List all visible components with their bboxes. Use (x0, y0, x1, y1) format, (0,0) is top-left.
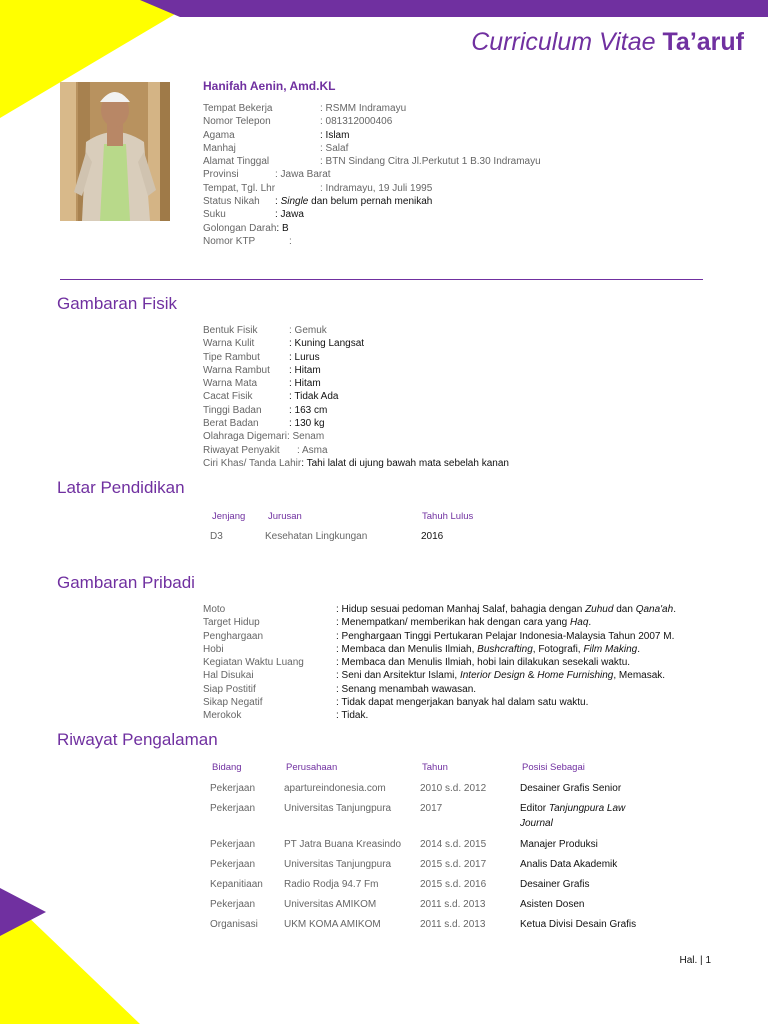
field-row (203, 115, 541, 128)
status-suffix: dan belum pernah menikah (308, 196, 433, 208)
field-value: : Tidak Ada (289, 391, 339, 403)
field-label: Warna Kulit (203, 338, 255, 350)
field-row (203, 669, 676, 682)
status-prefix: : (275, 196, 281, 208)
section-heading-pribadi: Gambaran Pribadi (57, 573, 195, 592)
table-cell-bidang: Pekerjaan (210, 859, 256, 870)
table-cell-perusahaan: UKM KOMA AMIKOM (284, 919, 381, 930)
table-cell-posisi: Manajer Produksi (520, 839, 598, 850)
field-row (203, 616, 676, 629)
field-label: Tinggi Badan (203, 404, 262, 416)
field-value: : Jawa Barat (275, 169, 331, 181)
field-label: Olahraga Digemari (203, 431, 287, 443)
field-value: : Salaf (320, 142, 349, 154)
field-value: : Gemuk (289, 325, 327, 336)
value-part: , Memasak. (613, 670, 666, 682)
table-header-tahun-lulus: Tahuh Lulus (422, 511, 474, 522)
field-label: Berat Badan (203, 418, 259, 430)
table-header-jurusan: Jurusan (268, 511, 302, 522)
field-row (203, 643, 676, 656)
value-part: dan (613, 604, 636, 615)
field-label: Kegiatan Waktu Luang (203, 657, 304, 669)
page-title (471, 28, 744, 57)
value-part: Film Making (583, 643, 638, 655)
field-row (203, 102, 541, 115)
field-label: Tempat, Tgl. Lhr (203, 182, 276, 194)
field-value (336, 696, 588, 709)
status-italic: Single (280, 196, 309, 208)
table-cell-bidang: Pekerjaan (210, 839, 256, 850)
table-cell-posisi (520, 801, 650, 831)
fisik-fields (203, 324, 509, 470)
field-row (203, 142, 541, 155)
table-cell: D3 (210, 531, 223, 542)
field-row (203, 683, 676, 696)
field-value: : 130 kg (289, 418, 325, 430)
field-value: : Hitam (289, 364, 321, 376)
value-part: Zuhud (585, 604, 614, 615)
title-light: Curriculum Vitae (471, 28, 656, 56)
field-label: Hal Disukai (203, 670, 254, 682)
field-label: Moto (203, 604, 226, 615)
value-part: , Fotografi, (532, 643, 584, 655)
field-row (203, 364, 509, 377)
table-cell-tahun: 2014 s.d. 2015 (420, 839, 487, 850)
table-cell-tahun: 2017 (420, 803, 443, 814)
value-part: . (673, 604, 676, 615)
field-label: Cacat Fisik (203, 391, 253, 403)
table-header-tahun: Tahun (422, 762, 448, 773)
field-value: : BTN Sindang Citra Jl.Perkutut 1 B.30 Indramayu (320, 156, 541, 168)
value-part: Bushcrafting (477, 643, 533, 655)
field-row (203, 457, 509, 470)
table-cell-posisi: Ketua Divisi Desain Grafis (520, 919, 637, 930)
field-label: Penghargaan (203, 630, 264, 642)
field-row (203, 235, 541, 248)
value-part: : Tidak dapat mengerjakan banyak hal dalam satu waktu. (336, 697, 589, 709)
table-cell-perusahaan: Universitas Tanjungpura (284, 803, 392, 814)
value-part: Home Furnishing (537, 670, 614, 682)
field-label: Provinsi (203, 169, 239, 181)
table-cell-bidang: Pekerjaan (210, 803, 256, 814)
value-part: : Menempatkan/ memberikan hak dengan cara yang (336, 617, 571, 629)
table-cell-tahun: 2015 s.d. 2017 (420, 859, 487, 870)
table-cell: Kesehatan Lingkungan (265, 531, 368, 542)
value-part: . (588, 617, 592, 629)
position-italic: Tanjungpura Law Journal (520, 803, 626, 829)
field-label: Merokok (203, 710, 242, 722)
field-value: : Kuning Langsat (289, 338, 365, 350)
field-row (203, 155, 541, 168)
field-label: Tempat Bekerja (203, 103, 273, 114)
field-value: : Indramayu, 19 Juli 1995 (320, 182, 433, 194)
field-value (336, 656, 630, 669)
field-value (336, 669, 665, 682)
table-cell-tahun: 2015 s.d. 2016 (420, 879, 487, 890)
field-row (203, 377, 509, 390)
table-header-jenjang: Jenjang (212, 511, 246, 522)
field-value: : Islam (320, 129, 350, 141)
field-row (203, 168, 541, 181)
field-row (203, 390, 509, 403)
field-label: Siap Postitif (203, 683, 256, 695)
field-row (203, 696, 676, 709)
field-value (275, 195, 432, 208)
field-value: : Jawa (275, 209, 304, 221)
position-prefix: Editor (520, 803, 549, 814)
title-bold: Ta’aruf (662, 28, 744, 56)
field-value: : RSMM Indramayu (320, 103, 407, 114)
field-label: Nomor KTP (203, 235, 256, 247)
section-heading-pengalaman: Riwayat Pengalaman (57, 730, 218, 749)
profile-photo (60, 82, 170, 221)
section-divider (60, 279, 703, 280)
field-row (203, 208, 541, 221)
field-row (203, 129, 541, 142)
field-label: Manhaj (203, 142, 236, 154)
profile-name: Hanifah Aenin, Amd.KL (203, 79, 336, 93)
value-part: : Tidak. (336, 710, 369, 722)
table-header-posisi: Posisi Sebagai (522, 762, 585, 773)
page-number: Hal. | 1 (679, 955, 711, 966)
table-cell-tahun: 2011 s.d. 2013 (420, 919, 486, 930)
field-label: Nomor Telepon (203, 116, 271, 128)
field-label: Agama (203, 129, 235, 141)
table-cell-tahun: 2010 s.d. 2012 (420, 783, 487, 794)
field-value: : Senam (286, 431, 325, 443)
table-cell-posisi: Asisten Dosen (520, 899, 585, 910)
section-heading-fisik: Gambaran Fisik (57, 294, 177, 313)
field-label: Suku (203, 209, 226, 221)
field-value: : (289, 235, 292, 247)
field-value (336, 616, 591, 629)
table-cell-perusahaan: Radio Rodja 94.7 Fm (284, 879, 379, 890)
field-label: Sikap Negatif (203, 697, 263, 709)
field-row (203, 195, 541, 208)
table-header-bidang: Bidang (212, 762, 242, 773)
table-cell-posisi: Analis Data Akademik (520, 859, 618, 870)
field-label: Warna Mata (203, 378, 258, 390)
field-value: : Lurus (289, 351, 320, 363)
section-heading-pendidikan: Latar Pendidikan (57, 478, 185, 497)
table-cell-tahun: 2011 s.d. 2013 (420, 899, 486, 910)
field-value: : B (276, 222, 289, 234)
field-label: Status Nikah (203, 196, 260, 208)
table-cell-posisi: Desainer Grafis (520, 879, 590, 890)
table-cell-bidang: Kepanitiaan (210, 879, 263, 890)
field-value (336, 709, 368, 722)
table-cell-perusahaan: apartureindonesia.com (284, 783, 386, 794)
value-part: : Membaca dan Menulis Ilmiah, hobi lain dilakukan sesekali waktu. (336, 657, 631, 669)
table-cell-perusahaan: Universitas Tanjungpura (284, 859, 392, 870)
field-row (203, 430, 509, 443)
value-part: Qana'ah (635, 604, 674, 615)
field-row (203, 351, 509, 364)
value-part: : Membaca dan Menulis Ilmiah, (336, 643, 478, 655)
table-cell-bidang: Pekerjaan (210, 783, 256, 794)
table-cell-bidang: Pekerjaan (210, 899, 256, 910)
value-part: & (524, 670, 538, 682)
field-value: : Tahi lalat di ujung bawah mata sebelah kanan (301, 457, 509, 469)
value-part: : Seni dan Arsitektur Islami, (336, 670, 460, 682)
field-row (203, 417, 509, 430)
value-part: : Hidup sesuai pedoman Manhaj Salaf, bahagia dengan (336, 604, 586, 615)
value-part: : Senang menambah wawasan. (336, 683, 477, 695)
field-value (336, 643, 640, 656)
value-part: Haq (570, 617, 589, 629)
field-label: Hobi (203, 643, 224, 655)
field-row (203, 603, 676, 616)
table-cell-bidang: Organisasi (210, 919, 258, 930)
field-row (203, 404, 509, 417)
field-row (203, 709, 676, 722)
field-label: Bentuk Fisik (203, 325, 258, 336)
field-label: Golongan Darah (203, 222, 277, 234)
value-part: : Penghargaan Tinggi Pertukaran Pelajar Indonesia-Malaysia Tahun 2007 M. (336, 630, 675, 642)
pribadi-fields (203, 603, 676, 723)
field-row (203, 222, 541, 235)
field-value (336, 630, 674, 643)
table-header-perusahaan: Perusahaan (286, 762, 338, 773)
value-part: . (637, 643, 641, 655)
field-row (203, 656, 676, 669)
field-value: : Asma (297, 444, 328, 456)
field-value (336, 603, 676, 616)
field-value: : Hitam (289, 378, 321, 390)
field-row (203, 182, 541, 195)
field-label: Tipe Rambut (203, 351, 260, 363)
field-label: Riwayat Penyakit (203, 444, 280, 456)
field-label: Ciri Khas/ Tanda Lahir (203, 457, 302, 469)
table-cell-posisi: Desainer Grafis Senior (520, 783, 622, 794)
field-row (203, 324, 509, 337)
field-label: Alamat Tinggal (203, 156, 270, 168)
profile-fields (203, 102, 541, 248)
field-label: Target Hidup (203, 617, 260, 629)
field-value (336, 683, 476, 696)
table-cell-perusahaan: Universitas AMIKOM (284, 899, 377, 910)
field-row (203, 630, 676, 643)
field-value: : 081312000406 (320, 116, 393, 128)
value-part: Interior Design (459, 670, 525, 682)
table-cell: 2016 (421, 531, 444, 542)
table-cell-perusahaan: PT Jatra Buana Kreasindo (284, 839, 402, 850)
field-value: : 163 cm (289, 404, 328, 416)
field-row (203, 444, 509, 457)
field-label: Warna Rambut (203, 364, 270, 376)
field-row (203, 337, 509, 350)
bottom-decoration (0, 880, 160, 1024)
